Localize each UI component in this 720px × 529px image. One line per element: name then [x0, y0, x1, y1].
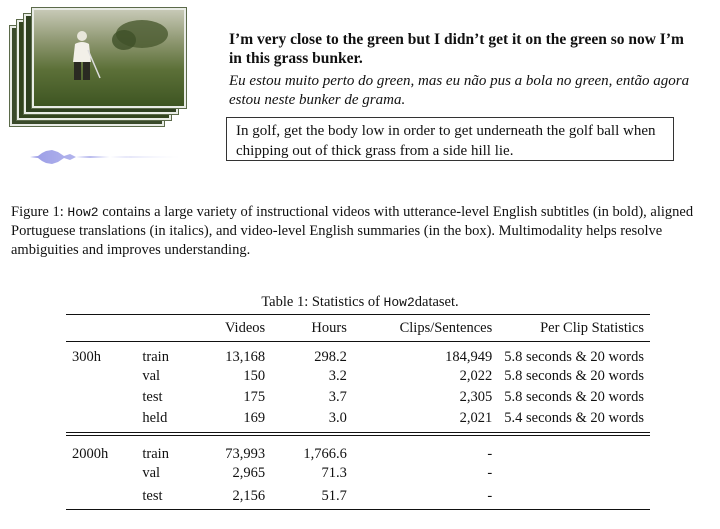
- table-row: [66, 342, 650, 367]
- hours-cell: 51.7: [271, 484, 353, 510]
- clips-cell: 2,022: [459, 368, 493, 384]
- videos-cell: 150: [243, 368, 266, 384]
- videos-cell: 175: [243, 389, 266, 405]
- stats-cell: 5.4 seconds & 20 words: [504, 410, 644, 426]
- videos-cell: 13,168: [225, 348, 266, 365]
- table-row: [66, 387, 650, 408]
- stats-cell: 5.8 seconds & 20 words: [504, 348, 644, 365]
- split-name: val: [142, 465, 161, 481]
- group-name: 2000h: [72, 445, 109, 462]
- table-row: [66, 484, 650, 510]
- header-clips: Clips/Sentences: [399, 319, 493, 336]
- stats-cell: 5.8 seconds & 20 words: [504, 389, 644, 405]
- hours-cell: 298.2: [314, 348, 347, 365]
- statistics-table: [66, 314, 650, 510]
- figure-caption-text: contains a large variety of instructional videos with utterance-level English subtitles (in bold), aligned Portuguese translations (in italics), and video-level English summaries (in the box). Multimodality helps resolve ambiguities and improves understanding.: [11, 204, 694, 258]
- figure-1: [0, 0, 720, 258]
- videos-cell: 2,965: [232, 465, 266, 481]
- header-group: [66, 315, 136, 342]
- audio-waveform-icon: [30, 148, 180, 166]
- table-header-row: [66, 315, 650, 342]
- tree-silhouette: [112, 16, 172, 56]
- header-videos: Videos: [224, 319, 266, 336]
- clips-cell: 2,305: [459, 389, 493, 405]
- hours-cell: 71.3: [321, 465, 347, 481]
- videos-cell: 73,993: [225, 445, 266, 462]
- portuguese-translation: Eu estou muito perto do green, mas eu não pus a bola no green, então agora estou neste bunker de grama.: [229, 73, 690, 108]
- table-caption-prefix: Table 1: Statistics of: [261, 294, 380, 310]
- videos-cell: 169: [243, 410, 266, 426]
- split-name: val: [142, 368, 161, 384]
- split-name: held: [142, 410, 168, 426]
- english-subtitle: I’m very close to the green but I didn’t get it on the green so now I’m in this grass bunker.: [229, 31, 684, 67]
- group-name: 300h: [72, 348, 101, 365]
- hours-cell: 3.2: [328, 368, 347, 384]
- split-name: test: [136, 484, 196, 510]
- clips-cell: -: [487, 465, 493, 481]
- table-caption-suffix: dataset.: [414, 294, 459, 310]
- clips-cell: 184,949: [445, 348, 493, 365]
- header-split: [136, 315, 196, 342]
- split-name: test: [142, 389, 163, 405]
- dataset-name: How2: [67, 205, 99, 220]
- stats-cell: [498, 463, 650, 484]
- header-per-clip-stats: Per Clip Statistics: [540, 319, 644, 336]
- table-caption: [0, 294, 720, 311]
- clips-cell: -: [353, 484, 498, 510]
- figure-caption-label: Figure 1:: [11, 204, 64, 220]
- video-frames-image: [10, 8, 200, 138]
- hours-cell: 3.0: [328, 410, 347, 426]
- videos-cell: 2,156: [197, 484, 271, 510]
- table-row: [66, 463, 650, 484]
- hours-cell: 1,766.6: [303, 445, 347, 462]
- clips-cell: 2,021: [459, 410, 493, 426]
- figure-caption: [11, 203, 716, 260]
- table-row: [66, 408, 650, 429]
- hours-cell: 3.7: [328, 389, 347, 405]
- stats-cell: 5.8 seconds & 20 words: [504, 368, 644, 384]
- golfer-figure: [62, 28, 102, 84]
- stats-cell: [498, 484, 650, 510]
- table-row: [66, 366, 650, 387]
- video-summary-text: In golf, get the body low in order to get underneath the golf ball when chipping out of thick grass from a side hill lie.: [236, 123, 656, 159]
- video-summary-box: [226, 117, 674, 161]
- dataset-name: How2: [383, 295, 415, 310]
- header-hours: Hours: [311, 319, 347, 336]
- clips-cell: -: [487, 445, 493, 462]
- table-row: [66, 439, 650, 463]
- stats-cell: [498, 439, 650, 463]
- video-frame-golf: [32, 8, 186, 108]
- split-name: train: [142, 348, 169, 365]
- split-name: train: [142, 445, 169, 462]
